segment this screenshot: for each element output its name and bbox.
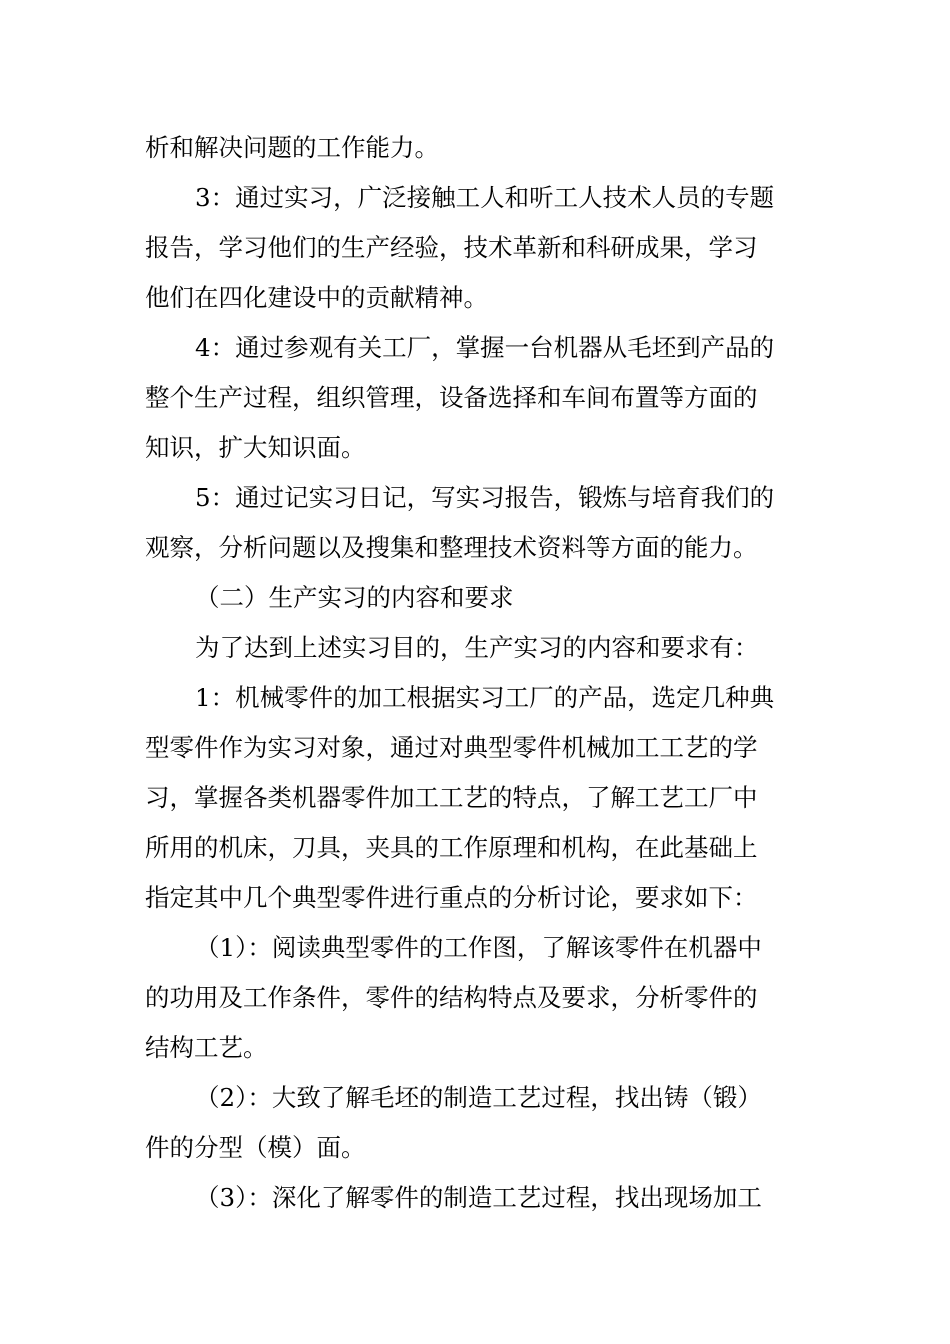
text-line-13: 型零件作为实习对象，通过对典型零件机械加工工艺的学 <box>145 733 758 762</box>
text-line-20: （2）：大致了解毛坯的制造工艺过程，找出铸（锻） <box>195 1083 762 1112</box>
text-line-1: 析和解决问题的工作能力。 <box>145 133 439 162</box>
text-line-5: 4：通过参观有关工厂，掌握一台机器从毛坯到产品的 <box>195 333 775 362</box>
text-line-16: 指定其中几个典型零件进行重点的分析讨论，要求如下： <box>145 883 758 912</box>
text-line-4: 他们在四化建设中的贡献精神。 <box>145 283 488 312</box>
text-line-7: 知识，扩大知识面。 <box>145 433 366 462</box>
text-line-18: 的功用及工作条件，零件的结构特点及要求，分析零件的 <box>145 983 758 1012</box>
text-line-14: 习，掌握各类机器零件加工工艺的特点，了解工艺工厂中 <box>145 783 758 812</box>
text-line-2: 3：通过实习，广泛接触工人和听工人技术人员的专题 <box>195 183 775 212</box>
text-line-17: （1）：阅读典型零件的工作图，了解该零件在机器中 <box>195 933 762 962</box>
text-line-19: 结构工艺。 <box>145 1033 268 1062</box>
text-line-21: 件的分型（模）面。 <box>145 1133 366 1162</box>
section-heading: （二）生产实习的内容和要求 <box>195 583 514 612</box>
text-line-9: 观察，分析问题以及搜集和整理技术资料等方面的能力。 <box>145 533 758 562</box>
text-line-3: 报告，学习他们的生产经验，技术革新和科研成果，学习 <box>145 233 758 262</box>
text-line-15: 所用的机床，刀具，夹具的工作原理和机构，在此基础上 <box>145 833 758 862</box>
text-line-12: 1：机械零件的加工根据实习工厂的产品，选定几种典 <box>195 683 775 712</box>
text-line-22: （3）：深化了解零件的制造工艺过程，找出现场加工 <box>195 1183 762 1212</box>
text-line-11: 为了达到上述实习目的，生产实习的内容和要求有： <box>195 633 759 662</box>
text-line-6: 整个生产过程，组织管理，设备选择和车间布置等方面的 <box>145 383 758 412</box>
text-line-8: 5：通过记实习日记，写实习报告，锻炼与培育我们的 <box>195 483 775 512</box>
